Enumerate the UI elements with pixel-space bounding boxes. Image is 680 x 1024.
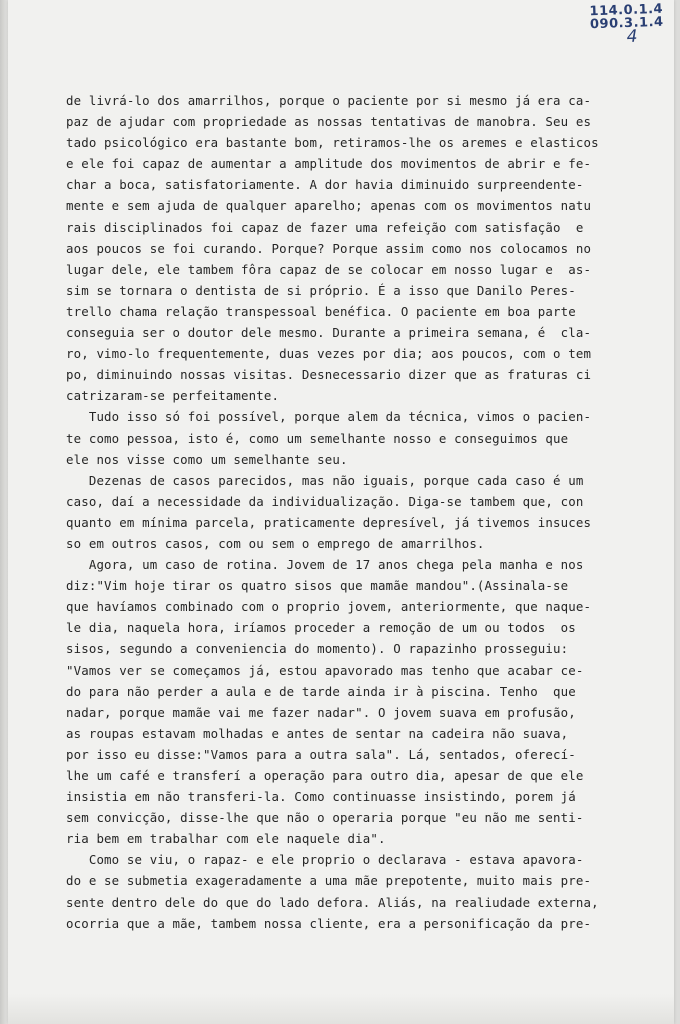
text-line: Dezenas de casos parecidos, mas não iguais, porque cada caso é um [66,472,584,488]
text-line: Agora, um caso de rotina. Jovem de 17 anos chega pela manha e nos [66,557,584,573]
body-text [66,90,660,934]
scan-edge [0,0,8,1024]
text-line: conseguia ser o doutor dele mesmo. Durante a primeira semana, é cla- [66,325,592,341]
text-line: po, diminuindo nossas visitas. Desnecessario dizer que as fraturas ci [66,367,592,383]
text-line: sisos, segundo a conveniencia do momento). O rapazinho prosseguiu: [66,641,569,657]
text-line: sim se tornara o dentista de si próprio. É a isso que Danilo Peres- [66,282,576,298]
text-line: lhe um café e transferí a operação para outro dia, apesar de que ele [66,768,584,783]
text-line: ocorria que a mãe, tambem nossa cliente, era a personificação da pre- [66,915,592,931]
scan-bottom-edge [8,994,674,1024]
text-line: Tudo isso só foi possível, porque alem da técnica, vimos o pacien- [66,409,592,425]
page-number: 4 [626,26,639,48]
text-line: sente dentro dele do que do lado defora. Aliás, na realiudade externa, [66,894,599,910]
text-line: de livrá-lo dos amarrilhos, porque o paciente por si mesmo já era ca- [66,93,592,108]
text-line: insistia em não transferi-la. Como continuasse insistindo, porem já [66,789,576,805]
text-line: so em outros casos, com ou sem o emprego de amarrilhos. [66,535,485,551]
text-line: ro, vimo-lo frequentemente, duas vezes por dia; aos poucos, com o tem [66,346,592,362]
text-line: ria bem em trabalhar com ele naquele dia". [66,831,386,847]
text-line: do para não perder a aula e de tarde ainda ir à piscina. Tenho que [66,683,576,699]
text-line: nadar, porque mamãe vai me fazer nadar". O jovem suava em profusão, [66,704,576,720]
text-line: as roupas estavam molhadas e antes de sentar na cadeira não suava, [66,725,569,741]
text-line: le dia, naquela hora, iríamos proceder a remoção de um ou todos os [66,620,576,636]
text-line: char a boca, satisfatoriamente. A dor havia diminuido surpreendente- [66,177,584,193]
text-line: "Vamos ver se começamos já, estou apavorado mas tenho que acabar ce- [66,662,584,678]
text-line: diz:"Vim hoje tirar os quatro sisos que mamãe mandou".(Assinala-se [66,578,569,594]
text-line: Como se viu, o rapaz- e ele proprio o declarava - estava apavora- [66,852,584,868]
text-line: rais disciplinados foi capaz de fazer uma refeição com satisfação e [66,219,584,235]
text-line: aos poucos se foi curando. Porque? Porque assim como nos colocamos no [66,240,592,256]
text-line: lugar dele, ele tambem fôra capaz de se colocar em nosso lugar e as- [66,261,592,277]
archive-reference-stamp [590,3,665,46]
archive-code-2: 090.3.1.4 [590,14,665,33]
text-line: mente e sem ajuda de qualquer aparelho; apenas com os movimentos natu [66,198,592,214]
text-line: quanto em mínima parcela, praticamente depresível, já tivemos insuces [66,514,592,530]
text-line: por isso eu disse:"Vamos para a outra sala". Lá, sentados, oferecí- [66,746,576,762]
text-line: tado psicológico era bastante bom, retiramos-lhe os aremes e elasticos [66,135,599,151]
archive-code-1: 114.0.1.4 [589,1,664,20]
text-line: trello chama relação transpessoal benéfica. O paciente em boa parte [66,303,576,319]
text-line: sem convicção, disse-lhe que não o operaria porque "eu não me senti- [66,810,584,826]
text-line: do e se submetia exageradamente a uma mãe prepotente, muito mais pre- [66,873,592,889]
text-line: ele nos visse como um semelhante seu. [66,451,348,467]
text-line: que havíamos combinado com o proprio jovem, anteriormente, que naque- [66,599,592,615]
text-line: te como pessoa, isto é, como um semelhante nosso e conseguimos que [66,430,569,446]
text-line: catrizaram-se perfeitamente. [66,388,280,404]
text-line: paz de ajudar com propriedade as nossas tentativas de manobra. Seu es [66,114,592,130]
text-line: caso, daí a necessidade da individualização. Diga-se tambem que, con [66,493,584,509]
text-line: e ele foi capaz de aumentar a amplitude dos movimentos de abrir e fe- [66,156,592,172]
